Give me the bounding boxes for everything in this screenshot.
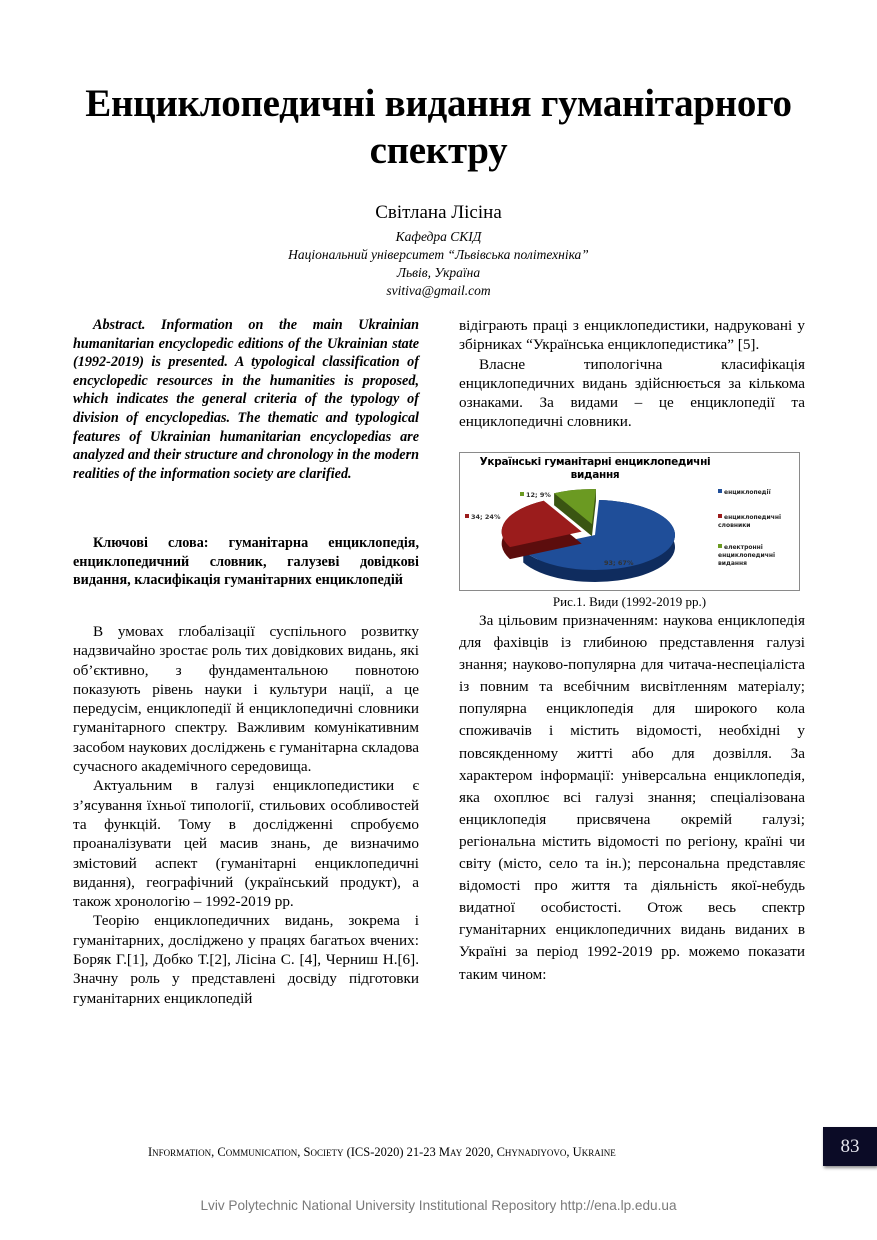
repository-note[interactable]: Lviv Polytechnic National University Institutional Repository http://ena.lp.edu.ua	[200, 1198, 677, 1213]
right-column-top	[459, 316, 805, 432]
paper-title	[40, 80, 837, 174]
author-email[interactable]: svitiva@gmail.com	[386, 283, 491, 298]
data-label	[520, 491, 551, 499]
body-paragraph: За цільовим призначенням: наукова енциклопедія для фахівців із глибиною представлення галузі знання; науково-популярна для читача-неспеціаліста із повним та всебічним висвітленням матеріалу; популярна енциклопедія для широкого кола споживачів і містить відомості, необхідні у повсякденному житті або для дозвілля. За характером інформації: універсальна енциклопедія, яка охоплює всі галузі знання; спеціалізована енциклопедія присвячена окремій галузі; регіональна містить відомості по регіону, країні чи світу (місто, село та ін.); персональна представляє відомості про життя та діяльність якої-небудь видатної особистості. Отож весь спектр гуманітарних енциклопедичних видань виданих в Україні за період 1992-2019 рр. можемо показати таким чином:	[459, 612, 805, 983]
abstract: Abstract. Information on the main Ukrainian humanitarian encyclopedic editions of the Ukrainian state (1992-2019) is presented. A typological classification of encyclopedic resources in the humanities is proposed, which indicates the general criteria of the typology of division of encyclopedias. The thematic and typological features of Ukrainian humanitarian encyclopedias are analyzed and their structure and chronology in the modern realities of the information society are clarified.	[73, 317, 419, 482]
figure-caption: Рис.1. Види (1992-2019 рр.)	[552, 594, 707, 609]
legend-item	[718, 544, 798, 568]
author-university: Національний університет “Львівська політехніка”	[288, 247, 589, 262]
label-swatch	[465, 514, 469, 518]
chart-title: Українські гуманітарні енциклопедичні видання	[479, 456, 711, 481]
legend-item	[718, 489, 798, 497]
data-label-text: 34; 24%	[471, 513, 501, 521]
body-paragraph: відіграють праці з енциклопедистики, надруковані у збірниках “Українська енциклопедистика” [5].	[459, 317, 805, 354]
title-line-2: спектру	[369, 129, 508, 172]
keywords: Ключові слова: гуманітарна енциклопедія, енциклопедичний словник, галузеві довідкові видання, класифікація гуманітарних енциклопедій	[73, 535, 419, 589]
left-column-body	[73, 622, 419, 1008]
label-swatch	[598, 560, 602, 564]
page-number: 83	[823, 1127, 877, 1166]
legend-swatch	[718, 544, 722, 548]
conference-footer: Information, Communication, Society (ICS-2020) 21-23 May 2020, Chynadiyovo, Ukraine	[148, 1145, 616, 1159]
body-paragraph: В умовах глобалізації суспільного розвитку надзвичайно зростає роль тих довідкових видань, які об’єктивно, з фундаментальною повнотою показують рівень науки і культури нації, а це передусім, енциклопедії й енциклопедичні словники гуманітарного спектру. Важливим комунікативним засобом наукових досліджень є гуманітарна складова сучасного академічного середовища.	[73, 623, 419, 776]
author-department: Кафедра СКІД	[395, 229, 482, 244]
body-paragraph: Теорію енциклопедичних видань, зокрема і гуманітарних, досліджено у працях багатьох вчених: Боряк Г.[1], Добко Т.[2], Лісіна С. [4], Черниш Н.[6]. Значну роль у представлені досвіду підготовки гуманітарних енциклопедій	[73, 912, 419, 1007]
legend-swatch	[718, 489, 722, 493]
data-label-text: 93; 67%	[604, 559, 634, 567]
legend-label: енциклопедичні словники	[718, 514, 782, 529]
label-swatch	[520, 492, 524, 496]
body-paragraph: Актуальним в галузі енциклопедистики є з’ясування їхньої типології, стильових особливостей та функцій. Тому в дослідженні спробуємо проаналізувати цей масив знань, де визначимо змістовий аспект (гуманітарні енциклопедичні видання), географічний (український продукт), а також хронологію – 1992-2019 рр.	[73, 777, 419, 911]
legend-label: електронні енциклопедичні видання	[718, 544, 776, 567]
pie-chart-svg	[460, 453, 720, 592]
author-name: Світлана Лісіна	[375, 202, 502, 223]
legend-label: енциклопедії	[724, 489, 771, 496]
data-label	[465, 513, 500, 521]
right-column-body	[459, 610, 805, 986]
data-label	[598, 559, 633, 567]
legend-swatch	[718, 514, 722, 518]
legend-item	[718, 514, 798, 530]
author-location: Львів, Україна	[396, 265, 481, 280]
pie-chart-figure	[459, 452, 800, 591]
data-label-text: 12; 9%	[526, 491, 551, 499]
title-line-1: Енциклопедичні видання гуманітарного	[85, 82, 792, 125]
body-paragraph: Власне типологічна класифікація енциклопедичних видань здійснюється за кількома ознаками. За видами – це енциклопедії та енциклопедичні словники.	[459, 355, 805, 431]
